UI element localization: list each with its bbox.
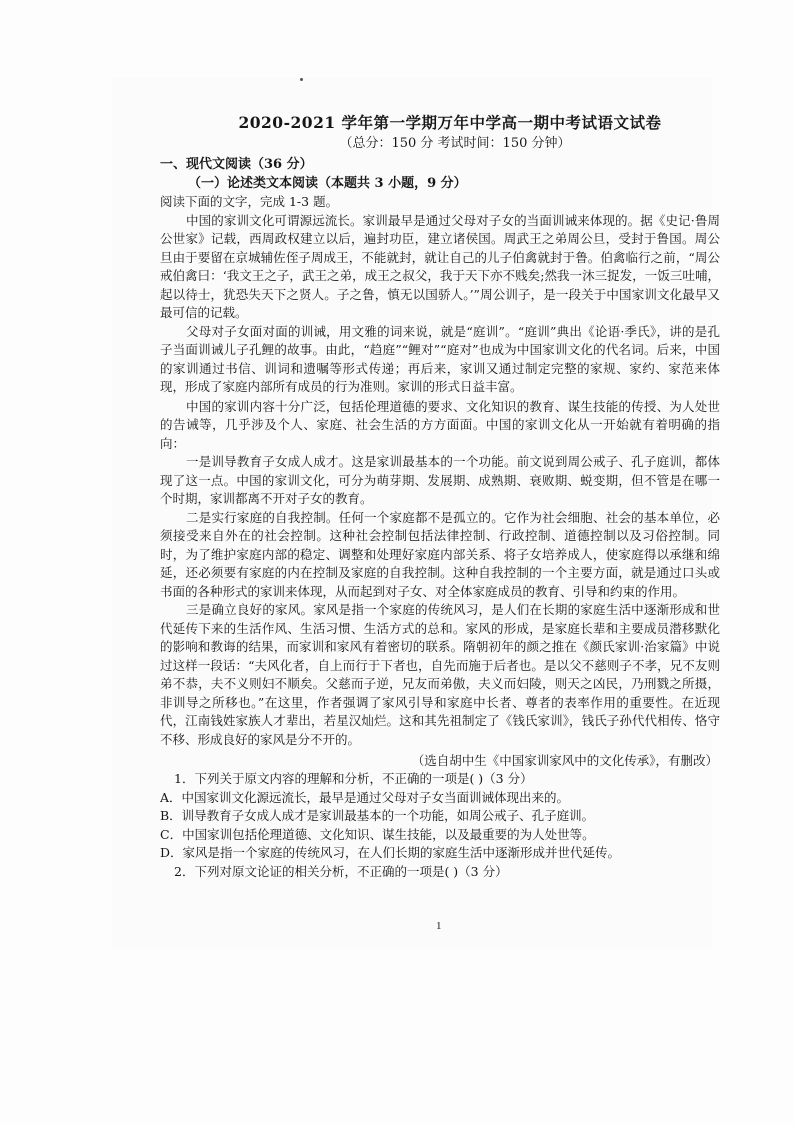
exam-title: 2020-2021 学年第一学期万年中学高一期中考试语文试卷 xyxy=(238,113,662,132)
question-1-option-d: D．家风是指一个家庭的传统风习，在人们长期的家庭生活中逐渐形成并世代延传。 xyxy=(160,845,621,860)
exam-content xyxy=(160,112,720,881)
passage-paragraph-3: 中国的家训内容十分广泛，包括伦理道德的要求、文化知识的教育、谋生技能的传授、为人处世的告诫等，几乎涉及个人、家庭、社会生活的方方面面。中国的家训文化从一开始就有着明确的指向： xyxy=(160,398,720,451)
passage-paragraph-2: 父母对子女面对面的训诫，用文雅的词来说，就是“庭训”。“庭训”典出《论语·季氏》，讲的是孔子当面训诫儿子孔鲤的故事。由此，“趋庭”“鲤对”“庭对”也成为中国家训文化的代名词。后来，中国的家训通过书信、训词和遗嘱等形式传递；再后来，家训又通过制定完整的家规、家约、家范来体现，形成了家庭内部所有成员的行为准则。家训的形式日益丰富。 xyxy=(160,323,720,394)
question-2: 2．下列对原文论证的相关分析，不正确的一项是( )（3 分） xyxy=(174,863,508,879)
passage-paragraph-4: 一是训导教育子女成人成才。这是家训最基本的一个功能。前文说到周公戒子、孔子庭训，都体现了这一点。中国的家训文化，可分为萌芽期、发展期、成熟期、衰败期、蜕变期，但不管是在哪一个时期，家训都离不开对子女的教育。 xyxy=(160,454,720,506)
passage-paragraph-6: 三是确立良好的家风。家风是指一个家庭的传统风习，是人们在长期的家庭生活中逐渐形成和世代延传下来的生活作风、生活习惯、生活方式的总和。家风的形成，是家庭长辈和主要成员潜移默化的影响和教诲的结果，而家训和家风有着密切的联系。隋朝初年的颜之推在《颜氏家训·治家篇》中说过这样一段话：“夫风化者，自上而行于下者也，自先而施于后者也。是以父不慈则子不孝，兄不友则弟不恭，夫不义则妇不顺矣。父慈而子逆，兄友而弟傲，夫义而妇陵，则天之凶民，乃刑戮之所摄，非训导之所移也。”在这里，作者强调了家风引导和家庭中长者、尊者的表率作用的重要性。在近现代，江南钱姓家族人才辈出，若星汉灿烂。这和其先祖制定了《钱氏家训》，钱氏子孙代代相传、恪守不移、形成良好的家风是分不开的。 xyxy=(160,602,720,747)
question-1-option-a: A．中国家训文化源远流长，最早是通过父母对子女当面训诫体现出来的。 xyxy=(160,789,570,805)
section-heading-part1: 一、现代文阅读（36 分） xyxy=(160,157,313,172)
page-number: 1 xyxy=(436,920,442,932)
exam-subtitle: （总分：150 分 考试时间：150 分钟） xyxy=(339,136,571,151)
scan-speck xyxy=(300,78,303,81)
question-1: 1．下列关于原文内容的理解和分析，不正确的一项是( )（3 分） xyxy=(174,771,533,786)
passage-paragraph-1: 中国的家训文化可谓源远流长。家训最早是通过父母对子女的当面训诫来体现的。据《史记·鲁周公世家》记载，西周政权建立以后，遍封功臣，建立诸侯国。周武王之弟周公旦，受封于鲁国。周公旦由于要留在京城辅佐侄子周成王，不能就封，就让自己的儿子伯禽就封于鲁。伯禽临行之前，“周公戒伯禽曰：‘我文王之子，武王之弟，成王之叔父，我于天下亦不贱矣;然我一沐三捉发，一饭三吐哺，起以待士，犹恐失天下之贤人。子之鲁，慎无以国骄人。’”周公训子，是一段关于中国家训文化最早又最可信的记载。 xyxy=(160,212,720,320)
source-note: （选自胡中生《中国家训家风中的文化传承》，有删改） xyxy=(411,753,718,768)
question-1-option-c: C．中国家训包括伦理道德、文化知识、谋生技能，以及最重要的为人处世等。 xyxy=(160,826,595,842)
question-1-option-b: B．训导教育子女成人成才是家训最基本的一个功能，如周公戒子、孔子庭训。 xyxy=(160,808,595,823)
section-subheading: （一）论述类文本阅读（本题共 3 小题，9 分） xyxy=(188,175,467,191)
passage-paragraph-5: 二是实行家庭的自我控制。任何一个家庭都不是孤立的。它作为社会细胞、社会的基本单位，必须接受来自外在的社会控制。这种社会控制包括法律控制、行政控制、道德控制以及习俗控制。同时，为了维护家庭内部的稳定、调整和处理好家庭内部关系、将子女培养成人，使家庭得以承继和绵延，还必须要有家庭的内在控制及家庭的自我控制。这种自我控制的一个主要方面，就是通过口头或书面的各种形式的家训来体现，从而起到对子女、对全体家庭成员的教育、引导和约束的作用。 xyxy=(160,509,720,599)
reading-instruction: 阅读下面的文字，完成 1-3 题。 xyxy=(160,194,339,209)
